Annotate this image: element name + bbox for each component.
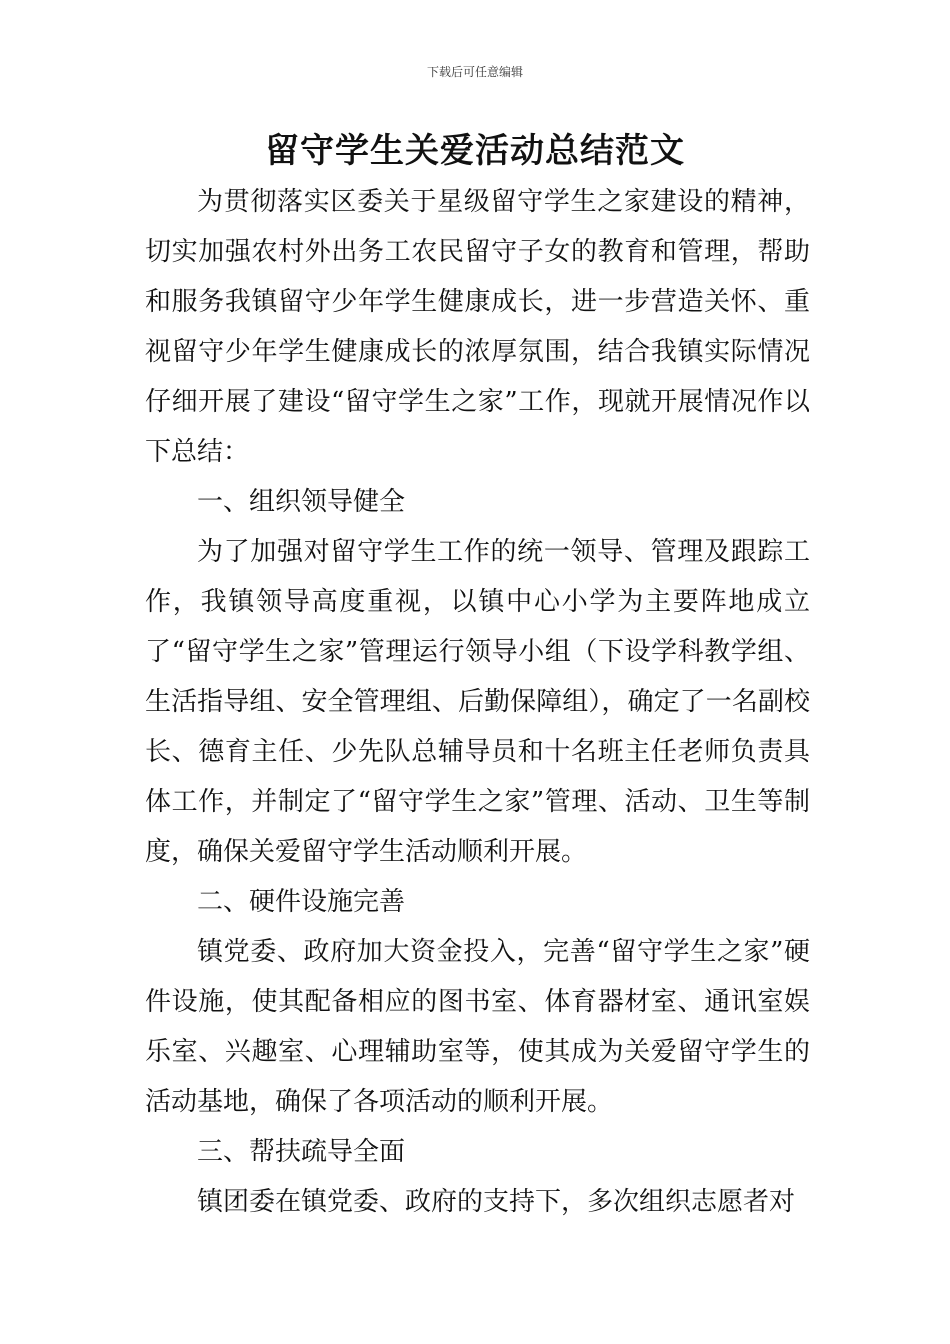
- intro-paragraph: 为贯彻落实区委关于星级留守学生之家建设的精神，切实加强农村外出务工农民留守子女的教育和管理，帮助和服务我镇留守少年学生健康成长，进一步营造关怀、重视留守少年学生健康成长的浓厚氛围，结合我镇实际情况仔细开展了建设“留守学生之家”工作，现就开展情况作以下总结：: [145, 187, 810, 467]
- document-title: 留守学生关爱活动总结范文: [265, 131, 685, 171]
- section-heading-facilities: 二、硬件设施完善: [197, 887, 406, 917]
- section-heading-support: 三、帮扶疏导全面: [197, 1137, 406, 1167]
- organization-paragraph: 为了加强对留守学生工作的统一领导、管理及跟踪工作，我镇领导高度重视，以镇中心小学为主要阵地成立了“留守学生之家”管理运行领导小组（下设学科教学组、生活指导组、安全管理组、后勤保障组），确定了一名副校长、德育主任、少先队总辅导员和十名班主任老师负责具体工作，并制定了“留守学生之家”管理、活动、卫生等制度，确保关爱留守学生活动顺利开展。: [145, 537, 810, 867]
- section-heading-organization: 一、组织领导健全: [197, 487, 406, 517]
- facilities-paragraph: 镇党委、政府加大资金投入，完善“留守学生之家”硬件设施，使其配备相应的图书室、体育器材室、通讯室娱乐室、兴趣室、心理辅助室等，使其成为关爱留守学生的活动基地，确保了各项活动的顺利开展。: [145, 937, 810, 1117]
- page-header-note: 下载后可任意编辑: [426, 65, 523, 79]
- document-body: [145, 177, 810, 1227]
- support-paragraph: 镇团委在镇党委、政府的支持下，多次组织志愿者对: [197, 1187, 796, 1217]
